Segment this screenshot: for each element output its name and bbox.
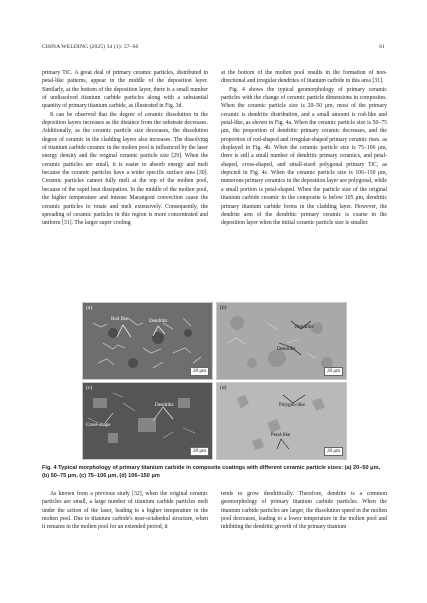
- scale-bar: 20 μm: [190, 447, 209, 456]
- panel-label: (d): [220, 385, 227, 391]
- panel-label: (c): [86, 385, 93, 391]
- panel-label: (a): [86, 305, 93, 311]
- journal-citation: CHINA WELDING (2025) 34 (1): 57–66: [42, 44, 139, 50]
- scale-bar: 20 μm: [324, 447, 343, 456]
- page-number: 61: [379, 44, 385, 50]
- right-column-bottom: [221, 490, 387, 532]
- paragraph: tends to grow dendritically. Therefore, dendrite is a common geomorphology of primary titanium carbide particles. When the titanium carbide particles are larger, the dissolution speed in the molten pool decreases, leading to a lower temperature in the molten pool and inhibiting the dendritic growth of the primary titanium: [221, 491, 387, 531]
- annotation-dendritic: Dendritic: [155, 403, 174, 408]
- paragraph: primary TiC. A great deal of primary ceramic particles, distributed in petal-like patterns, appear in the middle of the deposition layer. Similarly, at the bottom of the deposition layer, there is a small number of undissolved titanium carbide particles along with a substantial quantity of primary titanium carbide, as illustrated in Fig. 3d.: [42, 70, 208, 110]
- figure-4: [82, 302, 346, 458]
- scale-bar: 20 μm: [324, 367, 343, 376]
- annotation-petal-like: Petal-like: [271, 433, 291, 438]
- left-column-bottom: [42, 490, 208, 532]
- annotation-cross-shape: Cross-shape: [86, 423, 111, 428]
- scale-bar: 20 μm: [190, 367, 209, 376]
- left-column-top: [42, 69, 208, 228]
- right-column-top: [221, 69, 387, 228]
- paragraph: Fig. 4 shows the typical geomorphology of primary ceramic particles with the change of ceramic particle dimensions in composites. When the ceramic particle size is 20–50 μm, most of the primary ceramic is dendritic distribution, and a small amount is rod-like and petal-like, as shown in Fig. 4a. When the ceramic particle size is 50–75 μm, the proportion of dendritic primary ceramic decreases, and the proportion of rod-shaped and irregular-shaped primary ceramic rises. as displayed in Fig. 4b. When the ceramic particle size is 75–106 μm, there is still a small number of dendritic primary ceramics, and petal-shaped, cross-shaped, and small-sized polygonal primary TiC, as depicted in Fig. 4c. When the ceramic particle size is 106–150 μm, numerous primary ceramics in the deposition layer are polygonal, while a small portion is petal-shaped. When the particle size of the original titanium carbide ceramic in the composite is below 105 μm, dendritic primary titanium carbide forms in the cladding layer. However, the dendrite arm of the dendritic primary ceramic is coarse in the deposition layer when the initial ceramic particle size is smaller.: [221, 86, 387, 227]
- micrograph-panel-a: [82, 302, 213, 380]
- annotation-dendritic: Dendritic: [149, 319, 168, 324]
- panel-label: (b): [220, 305, 227, 311]
- paragraph: It can be observed that the degree of ceramic dissolution in the deposition layers increases as the distance from the substrate decreases. Additionally, as the ceramic particle size decreases, the dissolution degree of ceramic in the cladding layers also increases. The dissolving of titanium carbide ceramic in the molten pool is influenced by the laser energy density and the original ceramic particle size [29]. When the ceramic particles are small, it is easier to absorb energy and melt because the ceramic particles have a wider specific surface area [30]. Ceramic particles cannot fully melt at the top of the molten pool, because of the rapid heat dissipation. In the middle of the molten pool, the higher temperature and intense Marangoni convection cause the ceramic particles to rotate and melt extensively. Consequently, the spreading of ceramic particles in this region is more concentrated and uniform [31]. The larger super cooling: [42, 111, 208, 227]
- annotation-polygon-like: Polygon-like: [279, 403, 305, 408]
- annotation-rod-like: Rod like: [111, 317, 129, 322]
- micrograph-panel-c: [82, 382, 213, 460]
- figure-caption: Fig. 4 Typical morphology of primary titanium carbide in composite coatings with different ceramic particle sizes: (a) 20–50 μm, (b) 50–75 μm, (c) 75–106 μm, (d) 106–150 μm: [42, 465, 381, 479]
- running-header: [42, 44, 385, 54]
- annotation-dendritic: Dendritic: [277, 347, 296, 352]
- paragraph: As known from a previous study [32], when the original ceramic particles are small, a large number of titanium carbide particles melt under the action of the laser, leading to a higher temperature in the molten pool. Due to titanium carbide's near-octahedral structure, when it remains in the molten pool for an extended period, it: [42, 491, 208, 531]
- micrograph-panel-b: [216, 302, 347, 380]
- paragraph: at the bottom of the molten pool results in the formation of non-directional and irregular dendrites of titanium carbide in this area [31].: [221, 70, 387, 85]
- annotation-dendritic: Dendritic: [295, 325, 314, 330]
- micrograph-panel-d: [216, 382, 347, 460]
